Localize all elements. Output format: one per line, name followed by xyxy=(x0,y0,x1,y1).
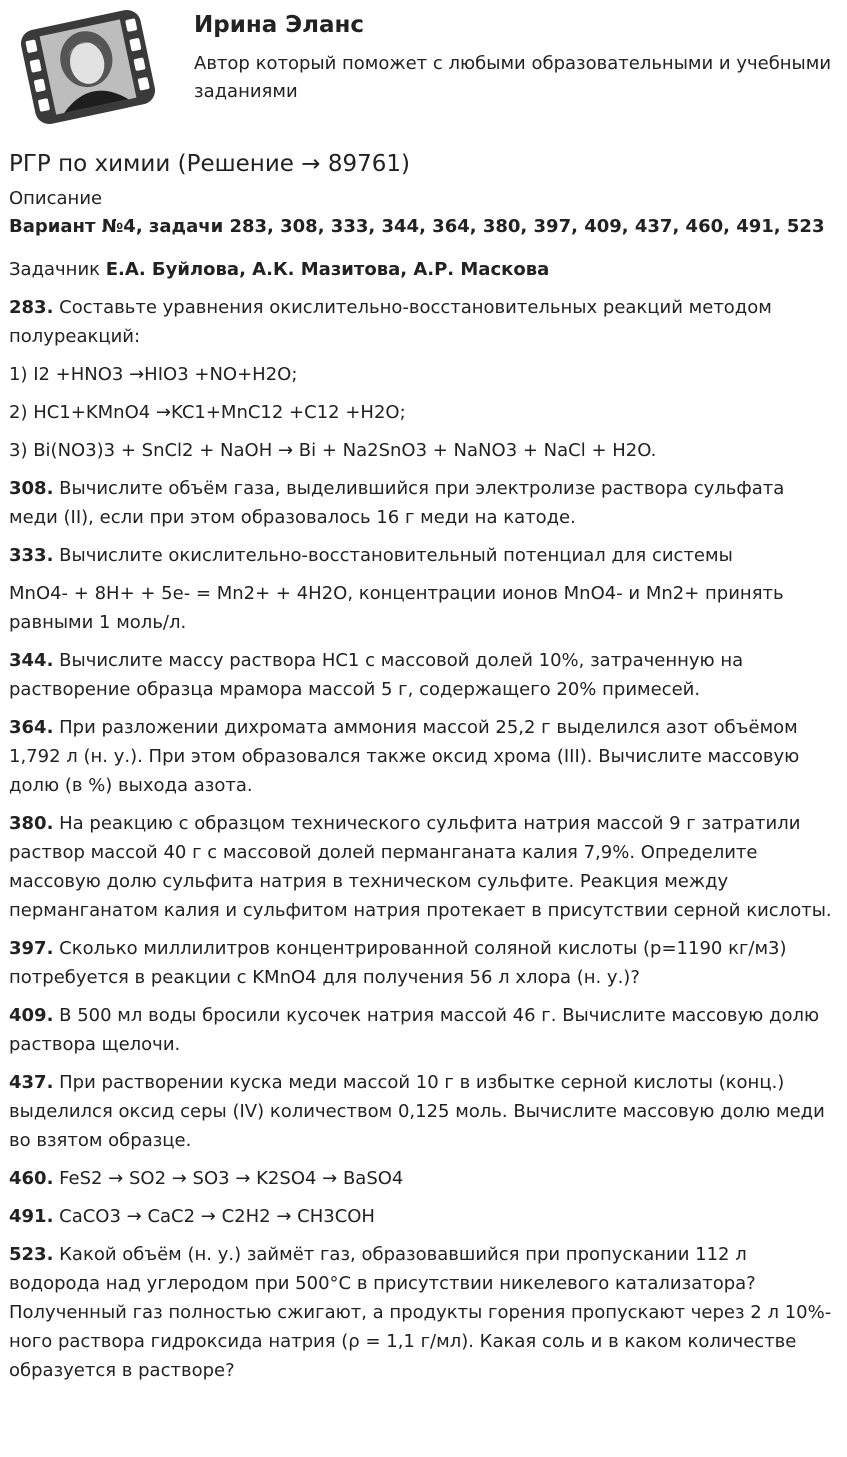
problem-364 xyxy=(9,713,838,800)
problem-number: 437. xyxy=(9,1072,54,1093)
problem-text: При разложении дихромата аммония массой 25,2 г выделился азот объёмом 1,792 л (н. у.). При этом образовался также оксид хрома (III). Вычислите массовую долю (в %) выхода азота. xyxy=(9,717,800,796)
problem-number: 364. xyxy=(9,717,54,738)
author-header xyxy=(9,0,838,140)
problem-409 xyxy=(9,1001,838,1059)
book-line xyxy=(9,255,838,284)
problem-333-line2: MnO4- + 8H+ + 5e- = Mn2+ + 4H2O, концентрации ионов MnO4- и Mn2+ принять равными 1 моль/л. xyxy=(9,583,784,633)
problem-number: 409. xyxy=(9,1005,54,1026)
problem-text: CaCO3 → CaC2 → C2H2 → CH3COH xyxy=(53,1206,375,1227)
problem-523 xyxy=(9,1240,838,1385)
problem-text: FeS2 → SO2 → SO3 → K2SO4 → BaSO4 xyxy=(53,1168,404,1189)
equation-1: 1) I2 +HNO3 →HIO3 +NO+H2O; xyxy=(9,364,298,385)
author-name[interactable]: Ирина Эланс xyxy=(194,12,365,38)
problem-number: 380. xyxy=(9,813,54,834)
book-authors: Е.А. Буйлова, А.К. Мазитова, А.Р. Маскова xyxy=(105,259,550,280)
problem-number: 491. xyxy=(9,1206,54,1227)
document-title: РГР по химии (Решение → 89761) xyxy=(9,151,410,177)
problem-491 xyxy=(9,1202,838,1231)
problem-text: Какой объём (н. у.) займёт газ, образовавшийся при пропускании 112 л водорода над углеродом при 500°С в присутствии никелевого катализатора? Полученный газ полностью сжигают, а продукты горения пропускают через 2 л 10%-ного раствора гидроксида натрия (ρ = 1,1 г/мл). Какая соль и в каком количестве образуется в растворе? xyxy=(9,1244,832,1381)
problem-437 xyxy=(9,1068,838,1155)
author-description: Автор который поможет с любыми образовательными и учебными заданиями xyxy=(194,53,832,102)
problem-380 xyxy=(9,809,838,925)
equation-2: 2) HC1+KMnO4 →KC1+MnC12 +C12 +H2O; xyxy=(9,402,406,423)
problem-number: 344. xyxy=(9,650,54,671)
problem-460 xyxy=(9,1164,838,1193)
problem-283 xyxy=(9,293,838,351)
problem-number: 283. xyxy=(9,297,54,318)
problem-number: 460. xyxy=(9,1168,54,1189)
problem-number: 333. xyxy=(9,545,54,566)
variant-line: Вариант №4, задачи 283, 308, 333, 344, 364, 380, 397, 409, 437, 460, 491, 523 xyxy=(9,216,825,237)
problem-text: Вычислите массу раствора HC1 с массовой долей 10%, затраченную на растворение образца мрамора массой 5 г, содержащего 20% примесей. xyxy=(9,650,744,700)
problem-text: Сколько миллилитров концентрированной соляной кислоты (p=1190 кг/м3) потребуется в реакции с KMnO4 для получения 56 л хлора (н. у.)? xyxy=(9,938,787,988)
description-label: Описание xyxy=(9,188,103,209)
problem-text: В 500 мл воды бросили кусочек натрия массой 46 г. Вычислите массовую долю раствора щелочи. xyxy=(9,1005,820,1055)
problem-text: Составьте уравнения окислительно-восстановительных реакций методом полуреакций: xyxy=(9,297,772,347)
problem-number: 397. xyxy=(9,938,54,959)
problem-number: 308. xyxy=(9,478,54,499)
equation-3: 3) Bi(NO3)3 + SnCl2 + NaOH → Bi + Na2SnO3 + NaNO3 + NaCl + H2O. xyxy=(9,440,657,461)
film-frame-portrait-icon xyxy=(15,7,161,127)
problem-344 xyxy=(9,646,838,704)
book-prefix: Задачник xyxy=(9,259,106,280)
problem-text: Вычислите окислительно-восстановительный потенциал для системы xyxy=(53,545,733,566)
problem-308 xyxy=(9,474,838,532)
problem-text: Вычислите объём газа, выделившийся при электролизе раствора сульфата меди (II), если при этом образовалось 16 г меди на катоде. xyxy=(9,478,785,528)
problem-397 xyxy=(9,934,838,992)
problem-text: При растворении куска меди массой 10 г в избытке серной кислоты (конц.) выделился оксид серы (IV) количеством 0,125 моль. Вычислите массовую долю меди во взятом образце. xyxy=(9,1072,825,1151)
problem-number: 523. xyxy=(9,1244,54,1265)
problem-text: На реакцию с образцом технического сульфита натрия массой 9 г затратили раствор массой 40 г с массовой долей перманганата калия 7,9%. Определите массовую долю сульфита натрия в техническом сульфите. Реакция между перманганатом калия и сульфитом натрия протекает в присутствии серной кислоты. xyxy=(9,813,832,921)
problem-333 xyxy=(9,541,838,570)
